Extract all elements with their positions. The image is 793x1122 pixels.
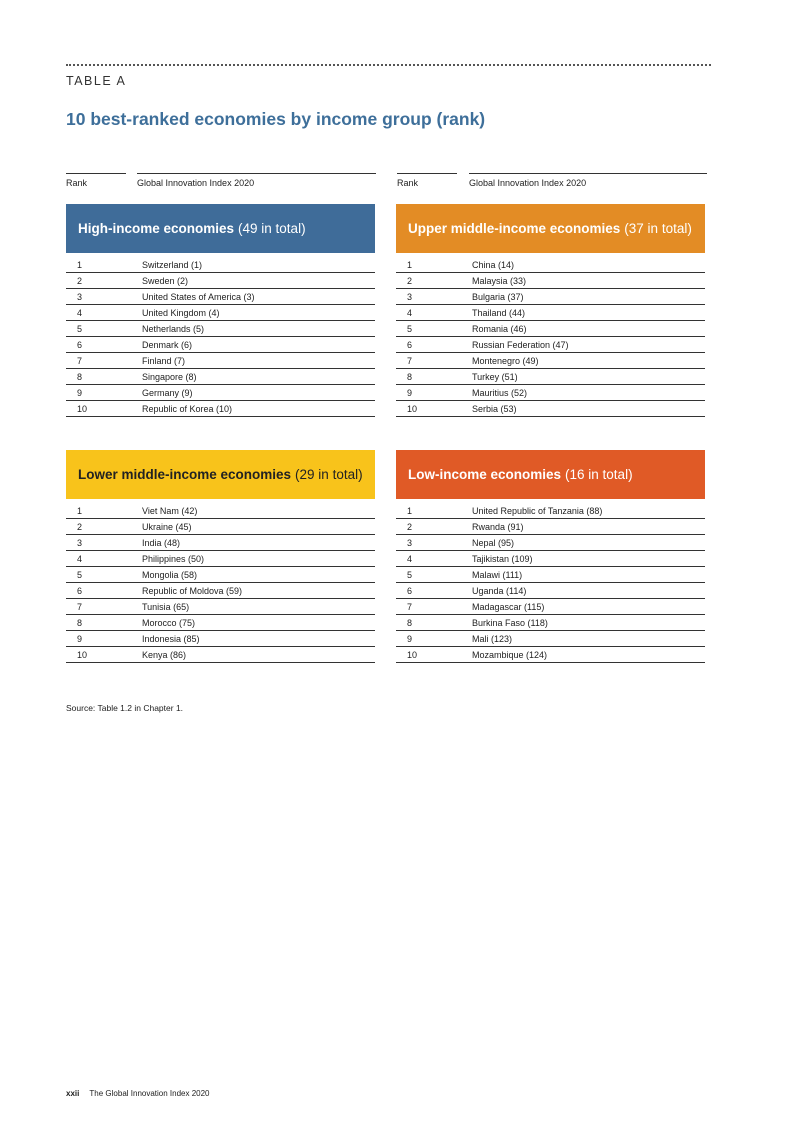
table-row xyxy=(66,599,375,615)
table-row xyxy=(396,257,705,273)
table-row xyxy=(396,583,705,599)
table-row xyxy=(66,353,375,369)
group-name: Low-income economies xyxy=(408,467,562,482)
rank-cell: 2 xyxy=(407,521,413,532)
index-column-label: Global Innovation Index 2020 xyxy=(469,178,587,188)
economy-cell: Philippines (50) xyxy=(142,553,205,564)
rank-cell: 2 xyxy=(77,521,83,532)
economy-cell: Indonesia (85) xyxy=(142,633,200,644)
table-row xyxy=(66,503,375,519)
table-row xyxy=(396,551,705,567)
table-row xyxy=(66,369,375,385)
group-count: (49 in total) xyxy=(238,221,306,236)
rank-cell: 3 xyxy=(407,537,413,548)
source-note: Source: Table 1.2 in Chapter 1. xyxy=(66,703,184,713)
table-row xyxy=(396,647,705,663)
rank-cell: 5 xyxy=(77,323,83,334)
economy-cell: Bulgaria (37) xyxy=(472,291,524,302)
rank-cell: 4 xyxy=(77,307,83,318)
economy-cell: Republic of Moldova (59) xyxy=(142,585,243,596)
lower-middle-income-header xyxy=(66,450,375,499)
table-row xyxy=(396,385,705,401)
economy-cell: Malaysia (33) xyxy=(472,275,527,286)
economy-cell: Rwanda (91) xyxy=(472,521,524,532)
economy-cell: Finland (7) xyxy=(142,355,186,366)
page-footer xyxy=(66,1089,210,1098)
table-row xyxy=(66,289,375,305)
rank-cell: 2 xyxy=(77,275,83,286)
rank-cell: 7 xyxy=(407,601,413,612)
table-row xyxy=(396,567,705,583)
rank-cell: 3 xyxy=(77,537,83,548)
economy-cell: Mali (123) xyxy=(472,633,513,644)
rank-cell: 7 xyxy=(77,355,83,366)
table-row xyxy=(66,401,375,417)
page-title: 10 best-ranked economies by income group (rank) xyxy=(66,109,486,129)
rank-cell: 9 xyxy=(407,633,413,644)
rank-cell: 8 xyxy=(407,617,413,628)
economy-cell: India (48) xyxy=(142,537,181,548)
economy-cell: Denmark (6) xyxy=(142,339,193,350)
table-row xyxy=(396,631,705,647)
economy-cell: Viet Nam (42) xyxy=(142,505,198,516)
table-row xyxy=(66,321,375,337)
rank-column-label: Rank xyxy=(397,178,419,188)
rank-cell: 5 xyxy=(77,569,83,580)
rank-cell: 8 xyxy=(77,371,83,382)
table-row xyxy=(66,535,375,551)
table-row xyxy=(396,353,705,369)
table-rows xyxy=(396,257,705,417)
rank-cell: 4 xyxy=(407,307,413,318)
rank-cell: 8 xyxy=(407,371,413,382)
table-row xyxy=(396,305,705,321)
economy-cell: Netherlands (5) xyxy=(142,323,205,334)
rank-cell: 10 xyxy=(77,649,88,660)
rank-cell: 6 xyxy=(407,585,413,596)
economy-cell: Mauritius (52) xyxy=(472,387,528,398)
group-count: (29 in total) xyxy=(295,467,363,482)
rank-cell: 10 xyxy=(407,649,418,660)
rank-cell: 10 xyxy=(77,403,88,414)
table-row xyxy=(396,535,705,551)
table-label: TABLE A xyxy=(66,74,127,88)
rank-cell: 1 xyxy=(407,259,413,270)
economy-cell: Tajikistan (109) xyxy=(472,553,533,564)
rank-cell: 4 xyxy=(407,553,413,564)
table-row xyxy=(66,631,375,647)
table-row xyxy=(396,401,705,417)
page-number: xxii xyxy=(66,1089,80,1098)
table-row xyxy=(66,567,375,583)
dotted-divider xyxy=(66,64,711,66)
rank-cell: 9 xyxy=(407,387,413,398)
index-column-label: Global Innovation Index 2020 xyxy=(137,178,255,188)
rank-cell: 5 xyxy=(407,569,413,580)
table-row xyxy=(66,273,375,289)
rank-cell: 7 xyxy=(407,355,413,366)
table-row xyxy=(66,305,375,321)
table-row xyxy=(66,647,375,663)
economy-cell: Thailand (44) xyxy=(472,307,526,318)
economy-cell: Romania (46) xyxy=(472,323,527,334)
publication-title: The Global Innovation Index 2020 xyxy=(89,1089,210,1098)
rank-cell: 9 xyxy=(77,633,83,644)
high-income-header xyxy=(66,204,375,253)
lower-middle-income-table xyxy=(66,450,375,663)
economy-cell: United Republic of Tanzania (88) xyxy=(472,505,603,516)
table-row xyxy=(66,257,375,273)
table-row xyxy=(396,289,705,305)
economy-cell: Mozambique (124) xyxy=(472,649,548,660)
economy-cell: Burkina Faso (118) xyxy=(472,617,548,628)
upper-middle-income-table xyxy=(396,204,705,417)
table-row xyxy=(66,583,375,599)
table-row xyxy=(396,615,705,631)
table-row xyxy=(396,503,705,519)
economy-cell: Morocco (75) xyxy=(142,617,196,628)
rank-cell: 9 xyxy=(77,387,83,398)
rank-cell: 3 xyxy=(407,291,413,302)
table-row xyxy=(66,337,375,353)
rank-cell: 10 xyxy=(407,403,418,414)
upper-middle-income-header xyxy=(396,204,705,253)
rank-cell: 3 xyxy=(77,291,83,302)
group-count: (37 in total) xyxy=(624,221,692,236)
table-row xyxy=(66,615,375,631)
rank-column-label: Rank xyxy=(66,178,88,188)
rank-cell: 8 xyxy=(77,617,83,628)
economy-cell: Kenya (86) xyxy=(142,649,187,660)
column-header-right xyxy=(397,173,707,193)
economy-cell: Mongolia (58) xyxy=(142,569,198,580)
table-row xyxy=(396,599,705,615)
group-name: Upper middle-income economies xyxy=(408,221,621,236)
economy-cell: United States of America (3) xyxy=(142,291,255,302)
rank-cell: 1 xyxy=(77,259,83,270)
rank-cell: 6 xyxy=(77,585,83,596)
economy-cell: Russian Federation (47) xyxy=(472,339,569,350)
group-name: High-income economies xyxy=(78,221,235,236)
table-rows xyxy=(66,503,375,663)
economy-cell: Malawi (111) xyxy=(472,569,523,580)
table-row xyxy=(66,551,375,567)
economy-cell: Republic of Korea (10) xyxy=(142,403,233,414)
column-header-left xyxy=(66,173,376,193)
economy-cell: Serbia (53) xyxy=(472,403,517,414)
economy-cell: Tunisia (65) xyxy=(142,601,190,612)
rank-cell: 2 xyxy=(407,275,413,286)
group-name: Lower middle-income economies xyxy=(78,467,292,482)
table-rows xyxy=(66,257,375,417)
group-count: (16 in total) xyxy=(565,467,633,482)
economy-cell: Turkey (51) xyxy=(472,371,518,382)
rank-cell: 4 xyxy=(77,553,83,564)
table-row xyxy=(66,385,375,401)
table-row xyxy=(396,337,705,353)
low-income-table xyxy=(396,450,705,663)
high-income-table xyxy=(66,204,375,417)
table-row xyxy=(396,519,705,535)
economy-cell: Sweden (2) xyxy=(142,275,189,286)
table-rows xyxy=(396,503,705,663)
rank-cell: 1 xyxy=(407,505,413,516)
economy-cell: Uganda (114) xyxy=(472,585,527,596)
economy-cell: United Kingdom (4) xyxy=(142,307,220,318)
rank-cell: 5 xyxy=(407,323,413,334)
economy-cell: Germany (9) xyxy=(142,387,193,398)
table-row xyxy=(396,321,705,337)
economy-cell: Nepal (95) xyxy=(472,537,515,548)
rank-cell: 1 xyxy=(77,505,83,516)
economy-cell: Madagascar (115) xyxy=(472,601,545,612)
table-row xyxy=(66,519,375,535)
economy-cell: Singapore (8) xyxy=(142,371,197,382)
economy-cell: Ukraine (45) xyxy=(142,521,192,532)
rank-cell: 7 xyxy=(77,601,83,612)
economy-cell: China (14) xyxy=(472,259,515,270)
economy-cell: Montenegro (49) xyxy=(472,355,539,366)
table-row xyxy=(396,273,705,289)
economy-cell: Switzerland (1) xyxy=(142,259,203,270)
rank-cell: 6 xyxy=(407,339,413,350)
low-income-header xyxy=(396,450,705,499)
rank-cell: 6 xyxy=(77,339,83,350)
table-row xyxy=(396,369,705,385)
